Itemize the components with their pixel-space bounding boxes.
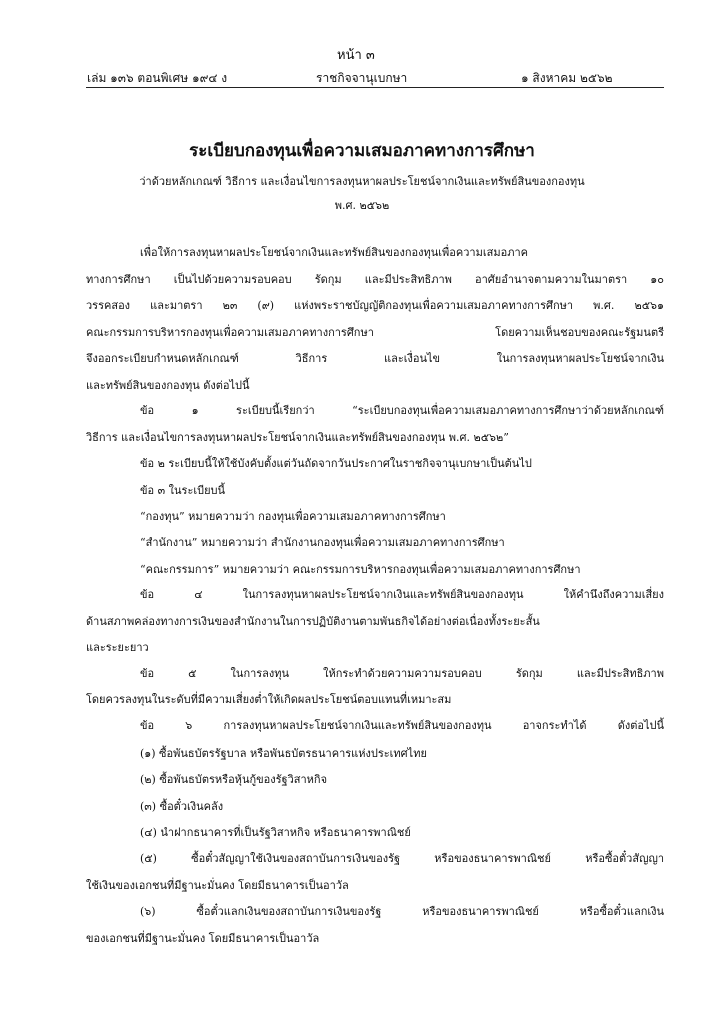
- clause-1-cont: วิธีการ และเงื่อนไขการลงทุนหาผลประโยชน์จากเงินและทรัพย์สินของกองทุน พ.ศ. ๒๕๖๒”: [86, 431, 509, 444]
- clause-6: ข้อ ๖ การลงทุนหาผลประโยชน์จากเงินและทรัพย์สินของกองทุน อาจกระทำได้ ดังต่อไปนี้: [140, 719, 664, 732]
- clause-4-cont: และระยะยาว: [86, 641, 149, 654]
- publication-name: ราชกิจจานุเบกษา: [316, 71, 408, 85]
- body-line: คณะกรรมการบริหารกองทุนเพื่อความเสมอภาคทางการศึกษา โดยความเห็นชอบของคณะรัฐมนตรี: [86, 326, 664, 339]
- definition-committee: “คณะกรรมการ” หมายความว่า คณะกรรมการบริหารกองทุนเพื่อความเสมอภาคทางการศึกษา: [140, 563, 581, 576]
- clause-5-cont: โดยควรลงทุนในระดับที่มีความเสี่ยงต่ำให้เกิดผลประโยชน์ตอบแทนที่เหมาะสม: [86, 693, 452, 706]
- header-divider: [86, 87, 664, 88]
- clause-1: ข้อ ๑ ระเบียบนี้เรียกว่า “ระเบียบกองทุนเพื่อความเสมอภาคทางการศึกษาว่าด้วยหลักเกณฑ์: [140, 404, 664, 417]
- definition-office: “สำนักงาน” หมายความว่า สำนักงานกองทุนเพื่อความเสมอภาคทางการศึกษา: [140, 536, 505, 549]
- page-number: หน้า ๓: [337, 48, 375, 63]
- list-item: (๒) ซื้อพันธบัตรหรือหุ้นกู้ของรัฐวิสาหกิจ: [140, 773, 328, 786]
- document-title: ระเบียบกองทุนเพื่อความเสมอภาคทางการศึกษา: [189, 141, 535, 161]
- list-item: (๖) ซื้อตั๋วแลกเงินของสถาบันการเงินของรัฐ หรือของธนาคารพาณิชย์ หรือซื้อตั๋วแลกเงิน: [140, 905, 664, 918]
- body-line: จึงออกระเบียบกำหนดหลักเกณฑ์ วิธีการ และเงื่อนไข ในการลงทุนหาผลประโยชน์จากเงิน: [86, 352, 664, 365]
- clause-3: ข้อ ๓ ในระเบียบนี้: [140, 484, 226, 497]
- clause-4: ข้อ ๔ ในการลงทุนหาผลประโยชน์จากเงินและทรัพย์สินของกองทุน ให้คำนึงถึงความเสี่ยง: [140, 588, 664, 601]
- publication-date: ๑ สิงหาคม ๒๕๖๒: [521, 71, 613, 85]
- body-line: เพื่อให้การลงทุนหาผลประโยชน์จากเงินและทรัพย์สินของกองทุนเพื่อความเสมอภาค: [140, 246, 528, 259]
- volume-info: เล่ม ๑๓๖ ตอนพิเศษ ๑๙๔ ง: [87, 71, 228, 85]
- list-item: (๑) ซื้อพันธบัตรรัฐบาล หรือพันธบัตรธนาคารแห่งประเทศไทย: [140, 747, 427, 760]
- document-subtitle: ว่าด้วยหลักเกณฑ์ วิธีการ และเงื่อนไขการลงทุนหาผลประโยชน์จากเงินและทรัพย์สินของกองทุน: [139, 175, 585, 188]
- clause-2: ข้อ ๒ ระเบียบนี้ให้ใช้บังคับตั้งแต่วันถัดจากวันประกาศในราชกิจจานุเบกษาเป็นต้นไป: [140, 457, 532, 470]
- definition-fund: “กองทุน” หมายความว่า กองทุนเพื่อความเสมอภาคทางการศึกษา: [140, 510, 446, 523]
- clause-4-cont: ด้านสภาพคล่องทางการเงินของสำนักงานในการปฏิบัติงานตามพันธกิจได้อย่างต่อเนื่องทั้งระยะสั้น: [86, 615, 540, 628]
- list-item-cont: ใช้เงินของเอกชนที่มีฐานะมั่นคง โดยมีธนาคารเป็นอาวัล: [86, 879, 349, 892]
- list-item: (๓) ซื้อตั๋วเงินคลัง: [140, 800, 224, 813]
- list-item: (๔) นำฝากธนาคารที่เป็นรัฐวิสาหกิจ หรือธนาคารพาณิชย์: [140, 826, 411, 839]
- body-line: วรรคสอง และมาตรา ๒๓ (๙) แห่งพระราชบัญญัติกองทุนเพื่อความเสมอภาคทางการศึกษา พ.ศ. ๒๕๖๑: [86, 299, 664, 312]
- body-line: ทางการศึกษา เป็นไปด้วยความรอบคอบ รัดกุม และมีประสิทธิภาพ อาศัยอำนาจตามความในมาตรา ๑๐: [86, 273, 664, 286]
- clause-5: ข้อ ๕ ในการลงทุน ให้กระทำด้วยความความรอบคอบ รัดกุม และมีประสิทธิภาพ: [140, 667, 664, 680]
- list-item-cont: ของเอกชนที่มีฐานะมั่นคง โดยมีธนาคารเป็นอาวัล: [86, 932, 320, 945]
- document-year: พ.ศ. ๒๕๖๒: [334, 199, 390, 212]
- body-line: และทรัพย์สินของกองทุน ดังต่อไปนี้: [86, 379, 250, 392]
- list-item: (๕) ซื้อตั๋วสัญญาใช้เงินของสถาบันการเงินของรัฐ หรือของธนาคารพาณิชย์ หรือซื้อตั๋วสัญญา: [140, 852, 664, 865]
